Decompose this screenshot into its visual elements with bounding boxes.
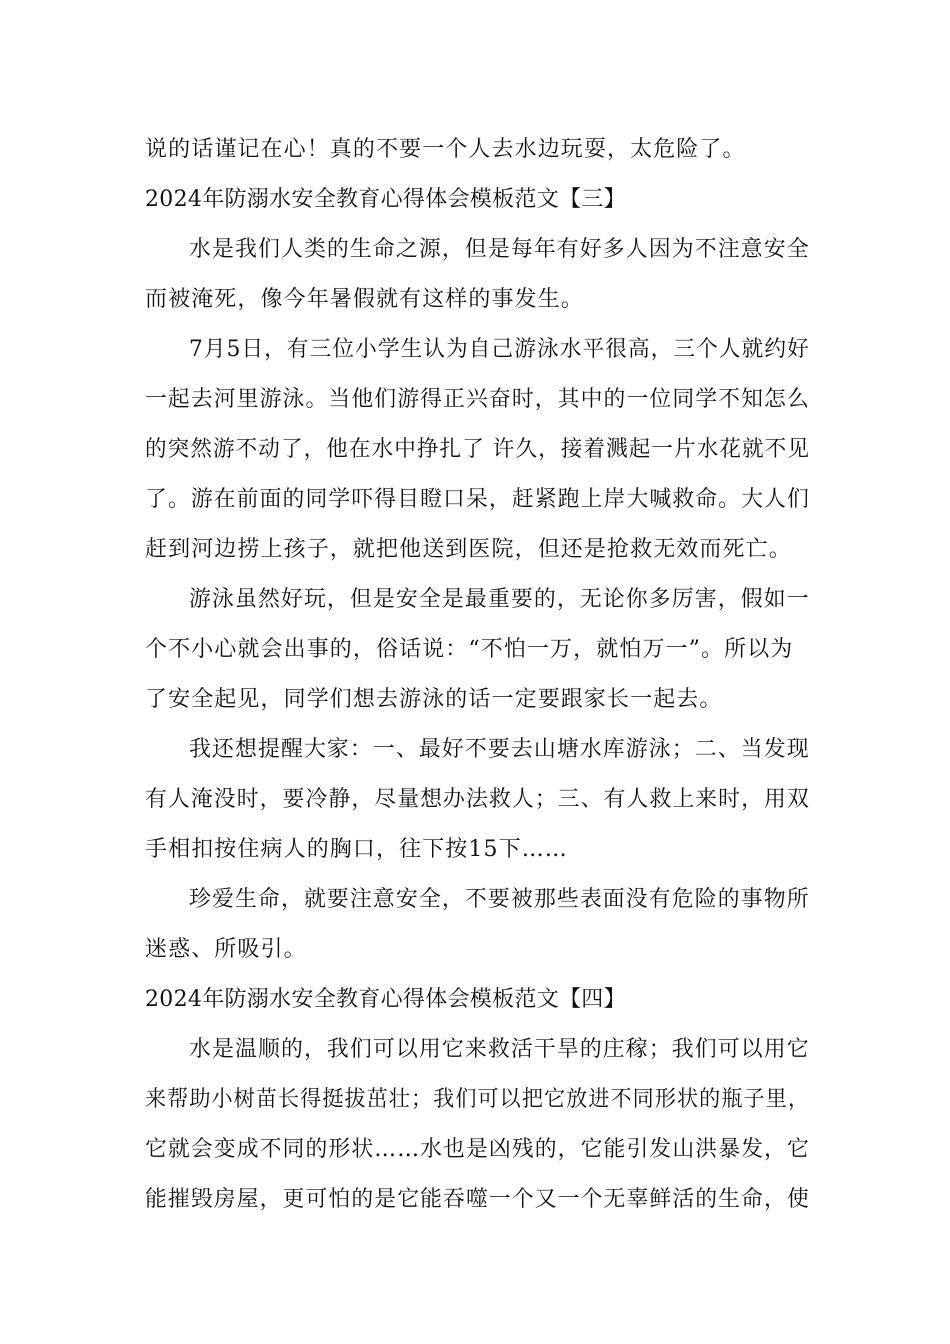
- paragraph-text: 来帮助小树苗长得挺拔茁壮；我们可以把它放进不同形状的瓶子里，: [145, 1087, 811, 1112]
- text-line: [0, 830, 950, 870]
- text-line: [0, 430, 950, 470]
- text-line: [0, 930, 950, 970]
- paragraph-text: 了。游在前面的同学吓得目瞪口呆，赶紧跑上岸大喊救命。大人们: [145, 487, 810, 512]
- paragraph-text: 它就会变成不同的形状……水也是凶残的，它能引发山洪暴发，它: [145, 1137, 810, 1162]
- text-line: [0, 330, 950, 370]
- paragraph-text: 珍爱生命，就要注意安全，不要被那些表面没有危险的事物所: [189, 887, 810, 912]
- paragraph-text: 迷惑、所吸引。: [145, 937, 307, 962]
- section-heading: [0, 980, 950, 1020]
- text-line: [0, 530, 950, 570]
- text-line: [0, 380, 950, 420]
- paragraph-text: 个不小心就会出事的，俗话说：“不怕一万，就怕万一”。所以为: [145, 637, 794, 662]
- paragraph-text: 手相扣按住病人的胸口，往下按15下……: [145, 837, 568, 862]
- text-line: [0, 580, 950, 620]
- paragraph-text: 一起去河里游泳。当他们游得正兴奋时，其中的一位同学不知怎么: [145, 387, 810, 412]
- text-line: [0, 130, 950, 170]
- section-heading: [0, 180, 950, 220]
- text-line: [0, 230, 950, 270]
- paragraph-text: 能摧毁房屋，更可怕的是它能吞噬一个又一个无辜鲜活的生命，使: [145, 1187, 810, 1212]
- paragraph-text: 有人淹没时，要冷静，尽量想办法救人；三、有人救上来时，用双: [145, 787, 810, 812]
- paragraph-text: 游泳虽然好玩，但是安全是最重要的，无论你多厉害，假如一: [189, 587, 810, 612]
- paragraph-text: 了安全起见，同学们想去游泳的话一定要跟家长一起去。: [145, 687, 723, 712]
- paragraph-text: 我还想提醒大家：一、最好不要去山塘水库游泳；二、当发现: [189, 737, 810, 762]
- text-line: [0, 730, 950, 770]
- text-line: [0, 630, 950, 670]
- paragraph-text: 赶到河边捞上孩子，就把他送到医院，但还是抢救无效而死亡。: [145, 537, 792, 562]
- text-line: [0, 680, 950, 720]
- text-line: [0, 780, 950, 820]
- text-line: [0, 480, 950, 520]
- text-line: [0, 1180, 950, 1220]
- paragraph-text: 说的话谨记在心！真的不要一个人去水边玩耍，太危险了。: [145, 137, 746, 162]
- paragraph-text: 水是我们人类的生命之源，但是每年有好多人因为不注意安全: [189, 237, 810, 262]
- text-line: [0, 280, 950, 320]
- paragraph-text: 而被淹死，像今年暑假就有这样的事发生。: [145, 287, 584, 312]
- text-line: [0, 880, 950, 920]
- text-line: [0, 1030, 950, 1070]
- text-line: [0, 1130, 950, 1170]
- paragraph-text: 7月5日，有三位小学生认为自己游泳水平很高，三个人就约好: [189, 337, 810, 362]
- heading-text: 2024年防溺水安全教育心得体会模板范文【三】: [145, 187, 626, 212]
- heading-text: 2024年防溺水安全教育心得体会模板范文【四】: [145, 987, 626, 1012]
- paragraph-text: 水是温顺的，我们可以用它来救活干旱的庄稼；我们可以用它: [189, 1037, 810, 1062]
- text-line: [0, 1080, 950, 1120]
- paragraph-text: 的突然游不动了，他在水中挣扎了 许久，接着溅起一片水花就不见: [145, 437, 810, 462]
